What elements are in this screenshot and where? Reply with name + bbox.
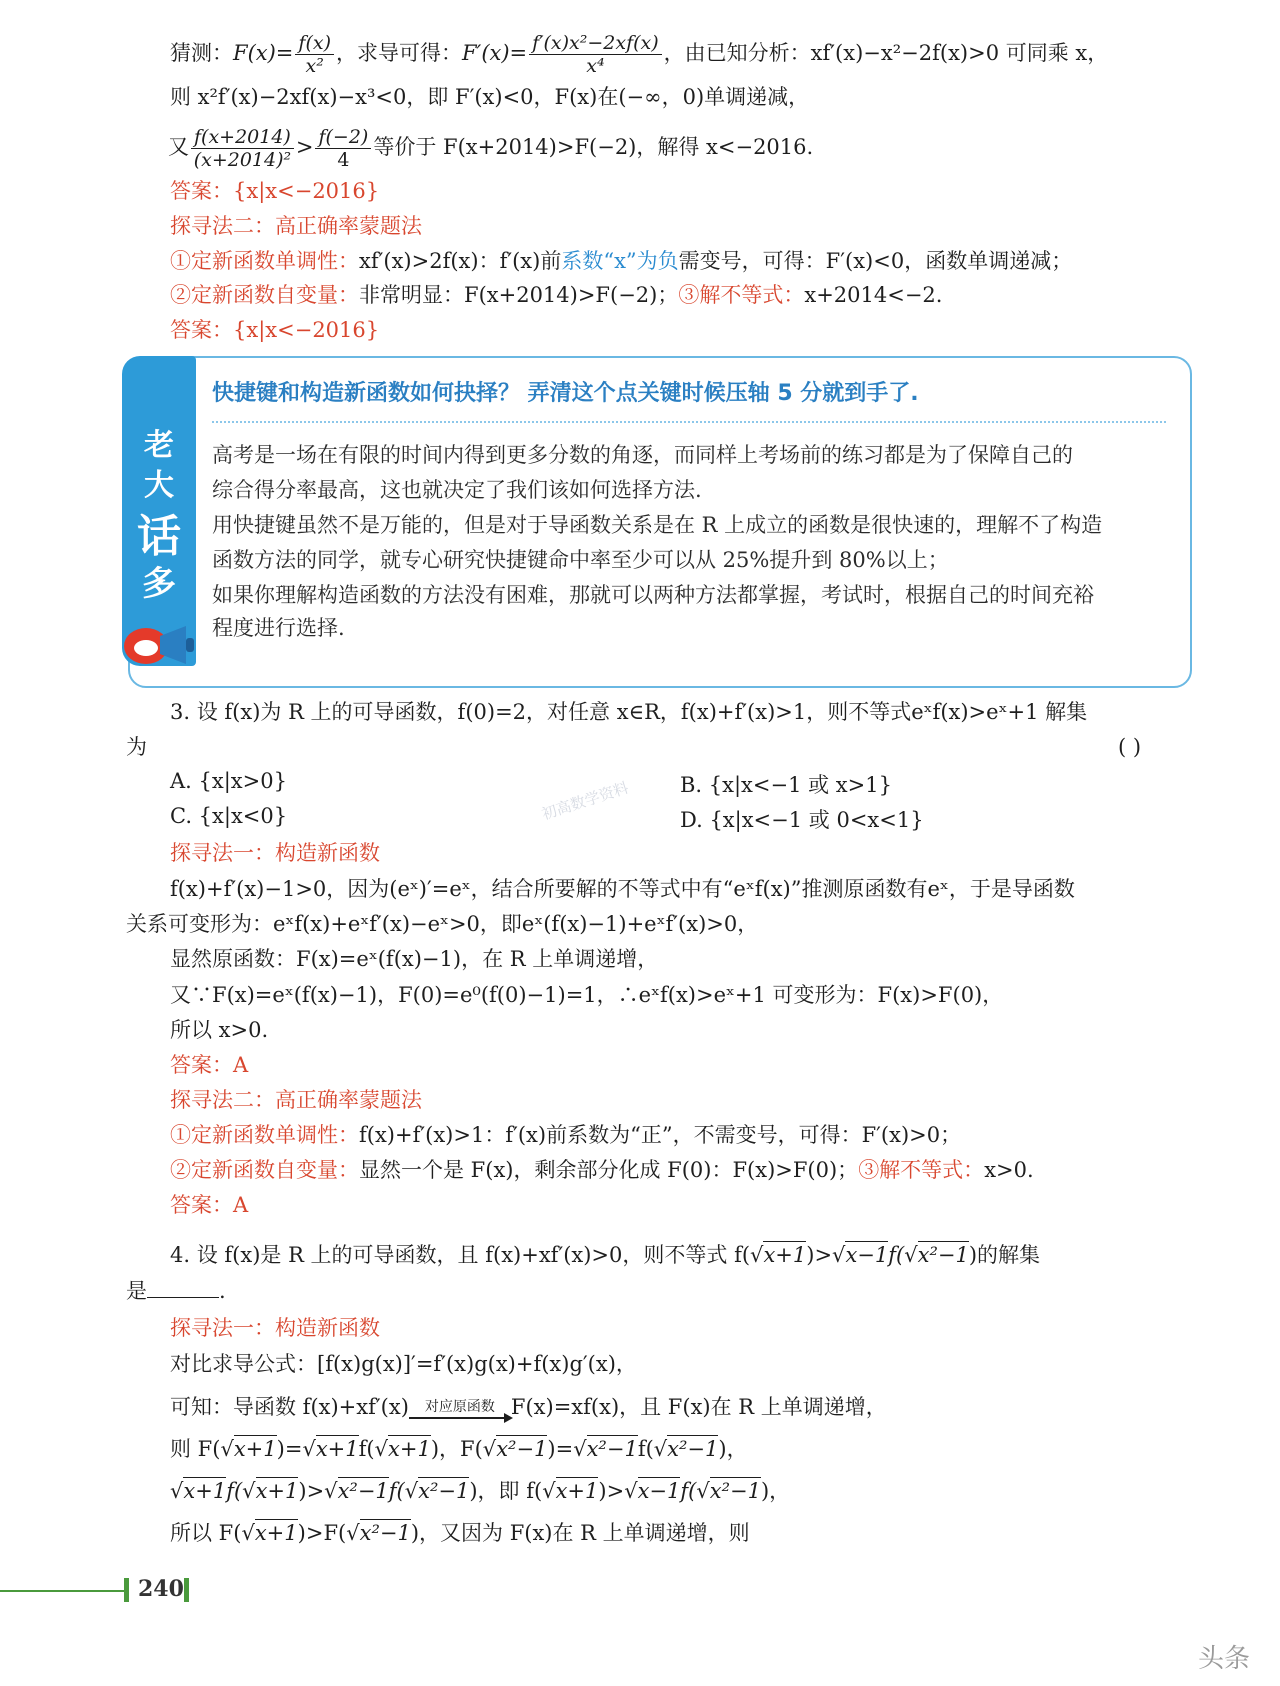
solution-line: 对比求导公式：[f(x)g(x)]′=f′(x)g(x)+f(x)g′(x)， <box>170 1352 637 1376</box>
fraction: $\frac{f(x)}{\text{x²}}$ <box>295 32 334 77</box>
derivation-line-3: 又 $\frac{f(x+2014)}{\text{(x+2014)²}}$ > $\frac{f(-2)}{4}$ 等价于 F(x+2014)>F(−2)，解得 x<−2016. <box>168 126 814 171</box>
callout-line: 如果你理解构造函数的方法没有困难，那就可以两种方法都掌握，考试时，根据自己的时间充裕 <box>212 583 1094 607</box>
solution-line: 则 F(√x+1)=√x+1f(√x+1)，F(√x²−1)=√x²−1f(√x²−1)， <box>170 1437 748 1461</box>
solution-line: f(x)+f′(x)−1>0，因为(eˣ)′=eˣ，结合所要解的不等式中有“eˣf(x)”推测原函数有eˣ，于是导函数 <box>170 877 1075 901</box>
solution-line: 所以 F(√x+1)>F(√x²−1)，又因为 F(x)在 R 上单调递增，则 <box>170 1521 750 1545</box>
option-c: C. {x|x<0} <box>170 804 288 828</box>
megaphone-icon <box>124 618 196 668</box>
solution-line: 又∵F(x)=eˣ(f(x)−1)，F(0)=e⁰(f(0)−1)=1，∴eˣf(x)>eˣ+1 可变形为：F(x)>F(0)， <box>170 983 1004 1007</box>
callout-line: 函数方法的同学，就专心研究快捷键命中率至少可以从 25%提升到 80%以上； <box>212 548 949 572</box>
step-variable: ②定新函数自变量：显然一个是 F(x)，剩余部分化成 F(0)：F(x)>F(0)；③解不等式：x>0. <box>170 1158 1034 1182</box>
answer-line: 答案：A <box>170 1193 249 1217</box>
answer-line: 答案：{x|x<−2016} <box>170 318 380 342</box>
solution-line: 显然原函数：F(x)=eˣ(f(x)−1)，在 R 上单调递增， <box>170 947 659 971</box>
footer-marker <box>124 1578 129 1602</box>
step-monotonicity: ①定新函数单调性：f(x)+f′(x)>1：f′(x)前系数为“正”，不需变号，可得：F′(x)>0； <box>170 1123 962 1147</box>
derivation-line-2: 则 x²f′(x)−2xf(x)−x³<0，即 F′(x)<0，F(x)在(−∞，0)单调递减， <box>170 85 810 109</box>
solution-line: 关系可变形为：eˣf(x)+eˣf′(x)−eˣ>0，即eˣ(f(x)−1)+eˣf′(x)>0， <box>126 912 759 936</box>
option-d: D. {x|x<−1 或 0<x<1} <box>680 808 924 832</box>
callout-title: 快捷键和构造新函数如何抉择？ 弄清这个点关键时候压轴 5 分就到手了. <box>212 381 919 406</box>
page-number: 240 <box>138 1576 184 1602</box>
answer-parentheses: ( ) <box>1118 735 1142 759</box>
answer-line: 答案：A <box>170 1053 249 1077</box>
solution-line: √x+1f(√x+1)>√x²−1f(√x²−1)，即 f(√x+1)>√x−1f(√x²−1)， <box>170 1479 791 1503</box>
fraction: $\frac{f(-2)}{4}$ <box>315 126 371 171</box>
solution-line: 可知：导函数 f(x)+xf′(x) 对应原函数 F(x)=xf(x)，且 F(x)在 R 上单调递增， <box>170 1395 887 1419</box>
answer-line: 答案：{x|x<−2016} <box>170 179 380 203</box>
callout-line: 用快捷键虽然不是万能的，但是对于导函数关系是在 R 上成立的函数是很快速的，理解不了构造 <box>212 513 1103 537</box>
option-a: A. {x|x>0} <box>170 769 287 793</box>
fraction: $\frac{\text{f′(x)x²−2xf(x)}}{\text{x⁴}}$ <box>529 32 662 77</box>
method-one-heading: 探寻法一：构造新函数 <box>170 1316 380 1340</box>
question-4-stem: 4. 设 f(x)是 R 上的可导函数，且 f(x)+xf′(x)>0，则不等式 f(√x+1)>√x−1f(√x²−1)的解集 <box>170 1243 1041 1267</box>
answer-blank <box>147 1277 219 1298</box>
step-monotonicity: ①定新函数单调性：xf′(x)>2f(x)：f′(x)前系数“x”为负需变号，可得：F′(x)<0，函数单调递减； <box>170 249 1073 273</box>
method-two-heading: 探寻法二：高正确率蒙题法 <box>170 214 422 238</box>
callout-side-tab: 老 大 话 多 <box>122 356 196 666</box>
arrow-annotation: 对应原函数 <box>409 1399 511 1419</box>
fraction: $\frac{f(x+2014)}{\text{(x+2014)²}}$ <box>191 126 294 171</box>
footer-marker <box>184 1578 189 1602</box>
question-3-stem: 3. 设 f(x)为 R 上的可导函数，f(0)=2，对任意 x∈R，f(x)+f′(x)>1，则不等式eˣf(x)>eˣ+1 解集 <box>170 700 1088 724</box>
option-b: B. {x|x<−1 或 x>1} <box>680 773 892 797</box>
method-two-heading: 探寻法二：高正确率蒙题法 <box>170 1088 422 1112</box>
callout-line: 程度进行选择. <box>212 616 345 640</box>
solution-line: 所以 x>0. <box>170 1018 269 1042</box>
step-variable: ②定新函数自变量：非常明显：F(x+2014)>F(−2)；③解不等式：x+2014<−2. <box>170 283 943 307</box>
right-arrow-icon <box>409 1417 511 1419</box>
footer-rule <box>0 1590 126 1592</box>
watermark: 头条 <box>1197 1644 1250 1674</box>
callout-divider <box>212 421 1166 423</box>
question-3-stem-cont: 为 <box>126 735 147 759</box>
callout-line: 综合得分率最高，这也就决定了我们该如何选择方法. <box>212 478 702 502</box>
faint-watermark: 初高数学资料 <box>539 778 631 824</box>
callout-line: 高考是一场在有限的时间内得到更多分数的角逐，而同样上考场前的练习都是为了保障自己的 <box>212 443 1073 467</box>
question-4-stem-cont: 是 . <box>126 1279 226 1303</box>
method-one-heading: 探寻法一：构造新函数 <box>170 841 380 865</box>
derivation-line-1: 猜测：F(x)= $\frac{f(x)}{\text{x²}}$ ，求导可得：F′(x)= $\frac{\text{f′(x)x²−2xf(x)}}{\text{x⁴}}$ ，由已知分析：xf′(x)−x²−2f(x)>0 可同乘 x， <box>170 32 1109 77</box>
